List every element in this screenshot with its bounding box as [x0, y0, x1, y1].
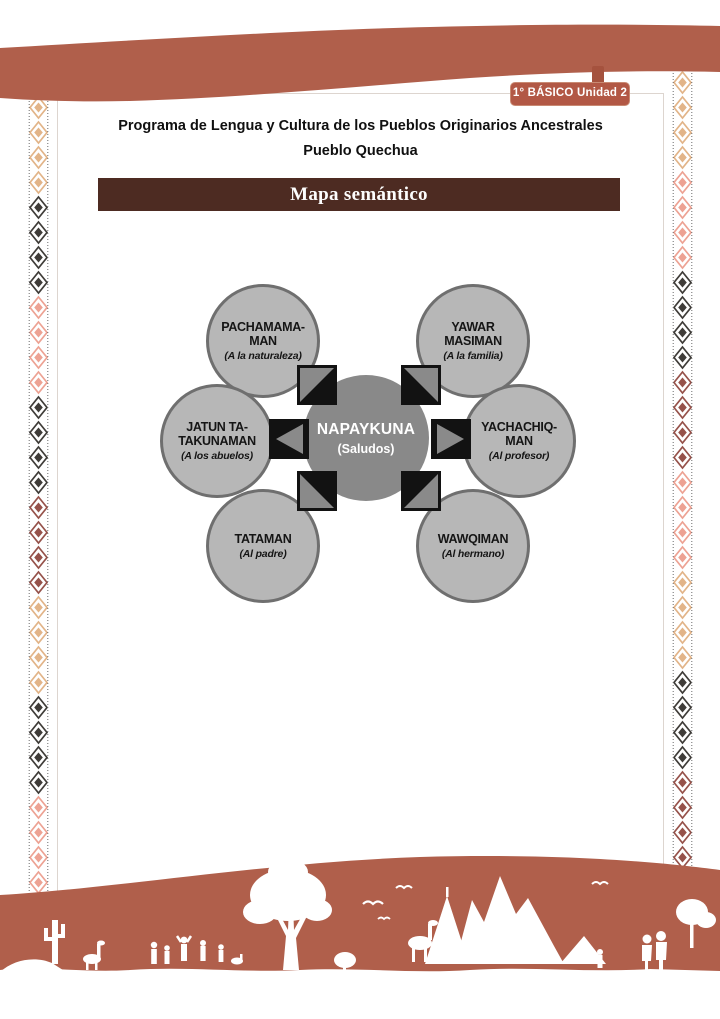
right-pattern-border [672, 70, 693, 870]
center-translation: (Saludos) [337, 441, 395, 456]
person-icon [597, 949, 603, 955]
node-label: TAKUNAMAN [178, 434, 256, 448]
node-translation: (Al hermano) [441, 548, 505, 560]
arrow-right-icon [431, 419, 471, 459]
diagram-node-yachachiqman [462, 384, 576, 498]
unit-badge: 1° BÁSICO Unidad 2 [510, 82, 630, 106]
arrow-bottom-right-icon [401, 471, 441, 511]
node-label: MAN [505, 434, 533, 448]
section-banner: Mapa semántico [98, 178, 620, 211]
center-label: NAPAYKUNA [316, 420, 416, 438]
node-label: PACHAMAMA- [221, 320, 305, 334]
node-label: TATAMAN [234, 532, 292, 546]
node-label: YAWAR [451, 320, 495, 334]
arrow-top-left-icon [297, 365, 337, 405]
arrow-bottom-left-icon [297, 471, 337, 511]
content-box [57, 93, 664, 947]
arrow-top-right-icon [401, 365, 441, 405]
node-label: WAWQIMAN [437, 532, 509, 546]
node-translation: (A la naturaleza) [224, 350, 302, 362]
node-label: JATUN TA- [186, 420, 248, 434]
program-title-line1: Programa de Lengua y Cultura de los Pueblos Originarios Ancestrales [118, 118, 603, 134]
semantic-map-diagram [58, 94, 663, 946]
node-label: MAN [249, 334, 277, 348]
left-pattern-border [28, 95, 49, 895]
arrow-left-icon [269, 419, 309, 459]
node-label: MASIMAN [444, 334, 502, 348]
node-translation: (A la familia) [443, 350, 503, 362]
diagram-node-jatun-tatakunaman [160, 384, 274, 498]
node-label: YACHACHIQ- [481, 420, 557, 434]
program-title-line2: Pueblo Quechua [303, 143, 418, 160]
node-translation: (Al profesor) [488, 450, 550, 462]
landscape-silhouette-graphic [0, 840, 720, 1019]
node-translation: (Al padre) [239, 548, 287, 560]
node-translation: (A los abuelos) [181, 450, 253, 462]
